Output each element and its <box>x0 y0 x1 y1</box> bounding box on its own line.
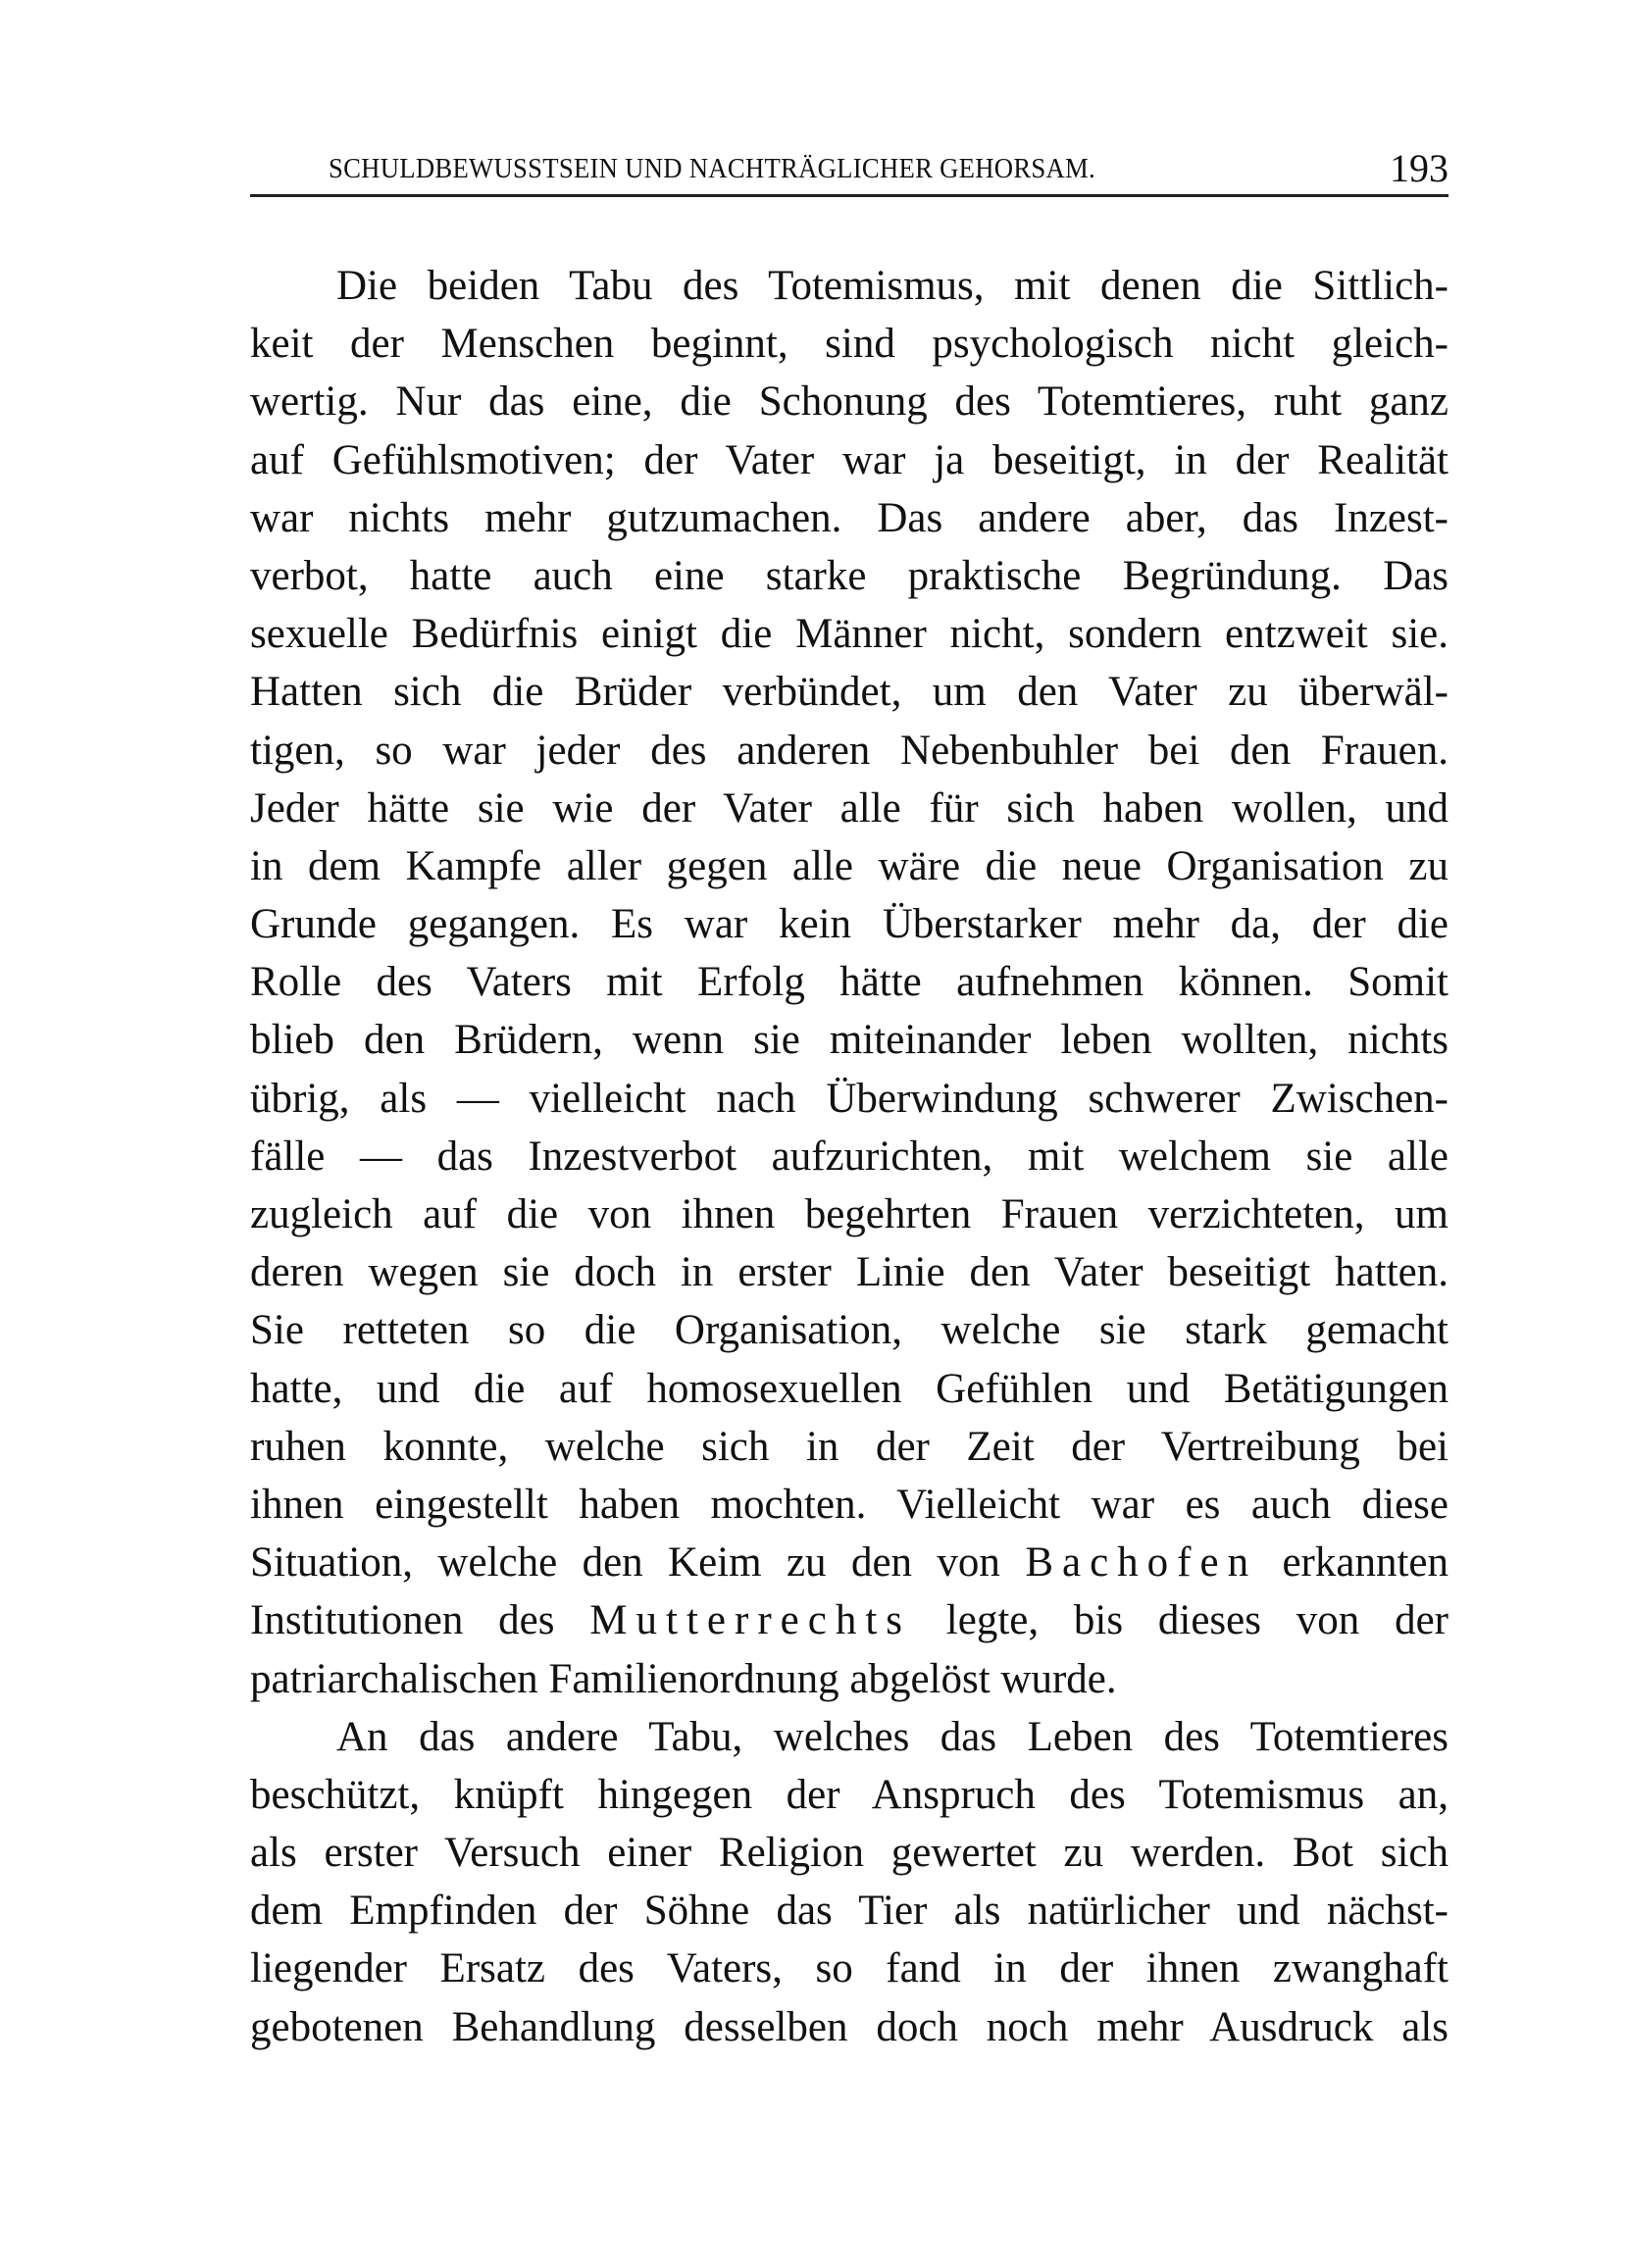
text-segment: liegender Ersatz des Vaters, so fand in der ihnen zwanghaft <box>250 1945 1448 1992</box>
text-segment: übrig, als — vielleicht nach Überwindung schwerer Zwischen- <box>250 1075 1448 1122</box>
text-segment: blieb den Brüdern, wenn sie miteinander leben wollten, nichts <box>250 1017 1448 1064</box>
running-header <box>250 145 1448 194</box>
text-segment: Grunde gegangen. Es war kein Überstarker mehr da, der die <box>250 901 1448 948</box>
text-line <box>250 1185 1448 1243</box>
text-line <box>250 1591 1448 1649</box>
text-segment: auf Gefühlsmotiven; der Vater war ja beseitigt, in der Realität <box>250 436 1448 483</box>
text-segment: Jeder hätte sie wie der Vater alle für sich haben wollen, und <box>250 784 1448 832</box>
text-line <box>250 431 1448 489</box>
text-segment: Situation, welche den Keim zu den von <box>250 1539 1026 1587</box>
text-segment: Sie retteten so die Organisation, welche sie stark gemacht <box>250 1307 1448 1354</box>
text-line <box>250 1128 1448 1185</box>
text-segment: sexuelle Bedürfnis einigt die Männer nicht, sondern entzweit sie. <box>250 611 1448 658</box>
body-text <box>250 257 1448 2056</box>
text-line <box>250 953 1448 1011</box>
text-line <box>250 489 1448 547</box>
text-segment: Die beiden Tabu des Totemismus, mit denen die Sittlich- <box>336 263 1448 309</box>
text-segment: Institutionen des <box>250 1597 590 1644</box>
text-segment: fälle — das Inzestverbot aufzurichten, mit welchem sie alle <box>250 1133 1448 1180</box>
text-line <box>250 1940 1448 1997</box>
text-segment: verbot, hatte auch eine starke praktische Begründung. Das <box>250 552 1448 599</box>
text-segment: beschützt, knüpft hingegen der Anspruch des Totemismus an, <box>250 1771 1448 1818</box>
text-line <box>250 895 1448 953</box>
text-segment: in dem Kampfe aller gegen alle wäre die neue Organisation zu <box>250 842 1448 889</box>
text-segment: hatte, und die auf homosexuellen Gefühlen und Betätigungen <box>250 1365 1448 1412</box>
text-line <box>250 780 1448 837</box>
text-segment: als erster Versuch einer Religion gewertet zu werden. Bot sich <box>250 1830 1448 1877</box>
text-segment: An das andere Tabu, welches das Leben des Totemtieres <box>336 1713 1448 1760</box>
text-line <box>250 1360 1448 1418</box>
emphasized-text: Bachofen <box>1025 1539 1258 1587</box>
text-segment: ihnen eingestellt haben mochten. Vielleicht war es auch diese <box>250 1481 1448 1528</box>
text-line <box>250 1708 1448 1766</box>
text-segment: Rolle des Vaters mit Erfolg hätte aufnehmen können. Somit <box>250 959 1448 1006</box>
text-line <box>250 1243 1448 1301</box>
text-line <box>250 1534 1448 1591</box>
header-rule <box>250 194 1448 197</box>
text-segment: ruhen konnte, welche sich in der Zeit der Vertreibung bei <box>250 1423 1448 1470</box>
text-line <box>250 605 1448 663</box>
text-segment: gebotenen Behandlung desselben doch noch mehr Ausdruck als <box>250 2003 1448 2050</box>
page-number: 193 <box>1390 146 1448 190</box>
text-line <box>250 1824 1448 1882</box>
running-title: SCHULDBEWUSSTSEIN UND NACHTRÄGLICHER GEHORSAM. <box>329 153 1095 184</box>
text-segment: tigen, so war jeder des anderen Nebenbuhler bei den Frauen. <box>250 727 1448 774</box>
text-segment: erkannten <box>1257 1539 1448 1587</box>
text-line <box>250 722 1448 780</box>
text-line <box>250 547 1448 605</box>
text-line <box>250 1418 1448 1476</box>
text-segment: legte, bis dieses von der <box>911 1597 1448 1644</box>
text-line <box>250 1766 1448 1824</box>
text-segment: deren wegen sie doch in erster Linie den Vater beseitigt hatten. <box>250 1249 1448 1296</box>
text-segment: dem Empfinden der Söhne das Tier als natürlicher und nächst- <box>250 1888 1448 1935</box>
text-line <box>250 1650 1448 1708</box>
text-line <box>250 373 1448 430</box>
text-line <box>250 1070 1448 1128</box>
text-segment: zugleich auf die von ihnen begehrten Frauen verzichteten, um <box>250 1191 1448 1237</box>
text-line <box>250 315 1448 373</box>
text-segment: war nichts mehr gutzumachen. Das andere aber, das Inzest- <box>250 494 1448 541</box>
text-line <box>250 1882 1448 1940</box>
text-line <box>250 837 1448 895</box>
text-line <box>250 1476 1448 1534</box>
text-line <box>250 663 1448 721</box>
text-segment: wertig. Nur das eine, die Schonung des Totemtieres, ruht ganz <box>250 378 1448 426</box>
text-line <box>250 1301 1448 1359</box>
text-segment: keit der Menschen beginnt, sind psychologisch nicht gleich- <box>250 321 1448 368</box>
text-line <box>250 257 1448 315</box>
text-segment: Hatten sich die Brüder verbündet, um den Vater zu überwäl- <box>250 669 1448 716</box>
text-line <box>250 1011 1448 1069</box>
emphasized-text: Mutterrechts <box>589 1597 911 1644</box>
text-line <box>250 1998 1448 2056</box>
text-segment: patriarchalischen Familienordnung abgelöst wurde. <box>250 1655 1117 1702</box>
